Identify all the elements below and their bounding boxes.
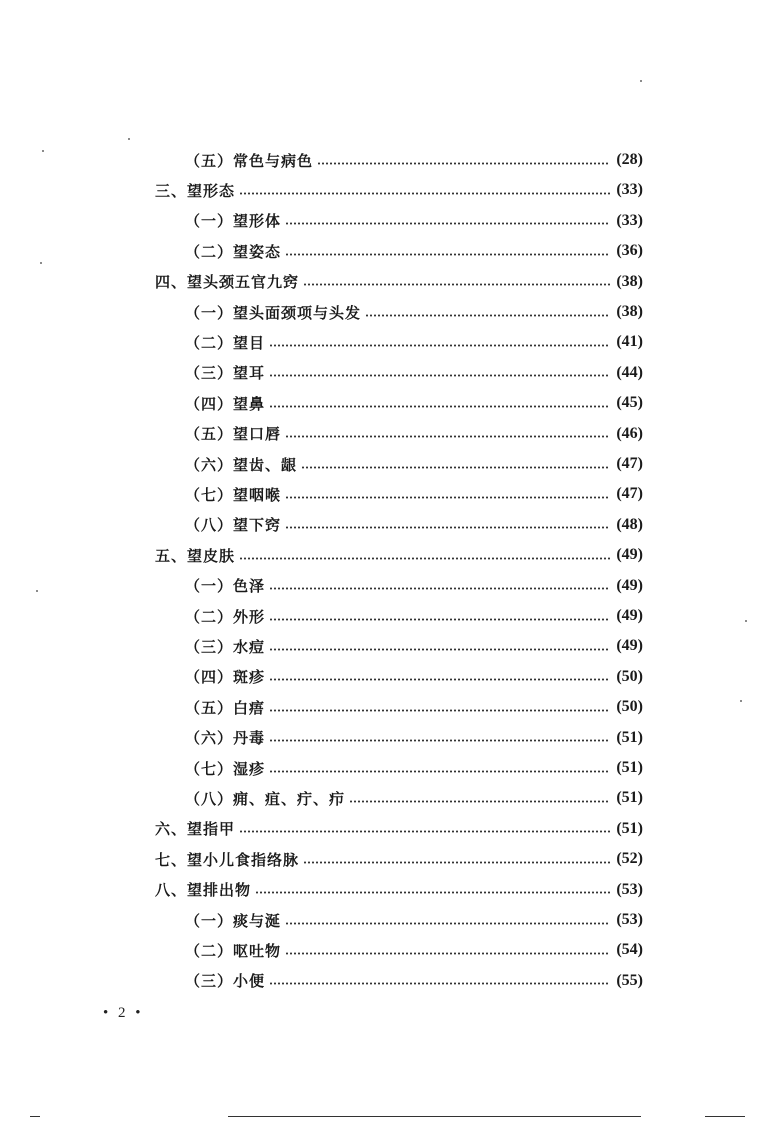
toc-entry-title: 三、望形态 bbox=[155, 181, 236, 200]
dot-leader bbox=[269, 770, 610, 773]
scan-speck bbox=[42, 150, 44, 152]
dot-leader bbox=[269, 709, 610, 712]
dot-leader bbox=[269, 678, 610, 681]
toc-entry bbox=[185, 571, 643, 601]
scan-speck bbox=[40, 262, 42, 264]
toc-entry-page: (46) bbox=[616, 424, 643, 442]
dot-leader bbox=[239, 830, 610, 833]
toc-entry-page: (51) bbox=[616, 819, 643, 837]
scan-speck bbox=[740, 700, 742, 702]
toc-entry-title: 五、望皮肤 bbox=[155, 546, 236, 565]
toc-entry-page: (48) bbox=[616, 515, 643, 533]
toc-entry-page: (45) bbox=[616, 394, 643, 412]
toc-entry-page: (49) bbox=[616, 546, 643, 564]
toc-entry-title: （一）痰与涎 bbox=[185, 911, 282, 930]
bottom-rule-right bbox=[705, 1116, 745, 1117]
toc-entry-title: （三）水痘 bbox=[185, 637, 266, 656]
toc-entry bbox=[185, 662, 643, 692]
toc-entry bbox=[185, 236, 643, 266]
toc-entry-page: (49) bbox=[616, 637, 643, 655]
toc-entry-page: (49) bbox=[616, 576, 643, 594]
toc-entry bbox=[155, 267, 643, 297]
toc-entry bbox=[185, 783, 643, 813]
dot-leader bbox=[317, 162, 610, 165]
toc-entry-page: (47) bbox=[616, 455, 643, 472]
toc-entry-page: (36) bbox=[616, 242, 643, 260]
toc-entry bbox=[185, 601, 643, 631]
toc-entry bbox=[185, 297, 643, 327]
toc-entry-title: （五）白痦 bbox=[185, 698, 266, 717]
toc-entry-page: (49) bbox=[616, 607, 643, 624]
toc-entry-page: (33) bbox=[616, 211, 643, 229]
toc-entry bbox=[185, 358, 643, 388]
scan-speck bbox=[128, 138, 130, 140]
toc-entry-title: （一）望头面颈项与头发 bbox=[185, 303, 362, 322]
toc-entry bbox=[185, 692, 643, 722]
toc-entry bbox=[185, 905, 643, 935]
toc-entry-page: (52) bbox=[616, 850, 643, 868]
toc-entry-title: （八）痈、疽、疔、疖 bbox=[185, 789, 346, 808]
toc-entry bbox=[185, 327, 643, 357]
toc-entry-page: (55) bbox=[616, 971, 643, 989]
toc-entry bbox=[185, 966, 643, 996]
dot-leader bbox=[285, 526, 610, 529]
dot-leader bbox=[285, 922, 610, 925]
toc-entry-title: （五）常色与病色 bbox=[185, 151, 314, 170]
toc-entry-title: 七、望小儿食指络脉 bbox=[155, 850, 300, 869]
dot-leader bbox=[239, 557, 610, 560]
toc-entry bbox=[185, 753, 643, 783]
scan-speck bbox=[36, 590, 38, 592]
toc-entry-page: (53) bbox=[616, 911, 643, 928]
dot-leader bbox=[285, 952, 610, 955]
dot-leader bbox=[285, 253, 610, 256]
toc-entry-title: 四、望头颈五官九窍 bbox=[155, 273, 300, 292]
dot-leader bbox=[269, 587, 610, 590]
toc-entry bbox=[185, 479, 643, 509]
dot-leader bbox=[301, 466, 610, 469]
toc-entry bbox=[155, 175, 643, 205]
toc-entry-page: (33) bbox=[616, 181, 643, 199]
toc-entry bbox=[155, 540, 643, 570]
toc-entry-title: （三）小便 bbox=[185, 972, 266, 991]
toc-entry-title: （六）望齿、龈 bbox=[185, 455, 298, 474]
dot-leader bbox=[269, 344, 610, 347]
dot-leader bbox=[285, 435, 610, 438]
toc-entry bbox=[185, 388, 643, 418]
toc-entry-page: (51) bbox=[616, 789, 643, 807]
toc-entry-page: (50) bbox=[616, 698, 643, 716]
toc-entry-title: （二）外形 bbox=[185, 607, 266, 626]
toc-entry bbox=[155, 844, 643, 874]
dot-leader bbox=[269, 739, 610, 742]
toc-entry bbox=[185, 206, 643, 236]
toc-entry-page: (38) bbox=[616, 303, 643, 320]
toc-entry-title: （四）望鼻 bbox=[185, 394, 266, 413]
page-number: • 2 • bbox=[103, 1005, 144, 1021]
toc-entry-page: (44) bbox=[616, 363, 643, 381]
toc-entry-title: （三）望耳 bbox=[185, 364, 266, 383]
toc-entry-title: （八）望下窍 bbox=[185, 516, 282, 535]
dot-leader bbox=[269, 618, 610, 621]
dot-leader bbox=[349, 800, 610, 803]
dot-leader bbox=[303, 861, 610, 864]
toc-entry-title: （一）色泽 bbox=[185, 577, 266, 596]
toc-entry bbox=[155, 875, 643, 905]
dot-leader bbox=[285, 222, 610, 225]
toc-entry-title: （五）望口唇 bbox=[185, 425, 282, 444]
toc-entry-page: (50) bbox=[616, 667, 643, 685]
dot-leader bbox=[365, 314, 610, 317]
toc-entry-page: (51) bbox=[616, 728, 643, 746]
toc-entry-page: (47) bbox=[616, 485, 643, 503]
dot-leader bbox=[285, 496, 610, 499]
dot-leader bbox=[255, 891, 610, 894]
dot-leader bbox=[269, 405, 610, 408]
dot-leader bbox=[303, 283, 610, 286]
toc-entry-title: （六）丹毒 bbox=[185, 729, 266, 748]
toc-entry bbox=[185, 935, 643, 965]
toc-entry-title: （一）望形体 bbox=[185, 212, 282, 231]
toc-entry-page: (51) bbox=[616, 759, 643, 776]
toc-entry-title: 八、望排出物 bbox=[155, 881, 252, 900]
dot-leader bbox=[269, 982, 610, 985]
toc-entry-page: (54) bbox=[616, 941, 643, 959]
toc-entry bbox=[185, 419, 643, 449]
toc-entry-title: （二）望姿态 bbox=[185, 242, 282, 261]
bottom-rule bbox=[228, 1116, 641, 1117]
toc-entry-title: 六、望指甲 bbox=[155, 820, 236, 839]
toc-entry-title: （四）斑疹 bbox=[185, 668, 266, 687]
dot-leader bbox=[239, 192, 610, 195]
toc-entry-title: （二）望目 bbox=[185, 333, 266, 352]
toc-entry-page: (28) bbox=[616, 151, 643, 168]
toc-entry bbox=[185, 145, 643, 175]
toc-entry bbox=[155, 814, 643, 844]
toc-entry-title: （七）望咽喉 bbox=[185, 485, 282, 504]
dot-leader bbox=[269, 648, 610, 651]
scan-speck bbox=[745, 620, 747, 622]
toc-entry bbox=[185, 723, 643, 753]
toc-entry-page: (53) bbox=[616, 880, 643, 898]
dot-leader bbox=[269, 374, 610, 377]
toc-entry bbox=[185, 631, 643, 661]
toc-entry bbox=[185, 449, 643, 479]
toc-entry-page: (41) bbox=[616, 333, 643, 351]
toc-entry-title: （二）呕吐物 bbox=[185, 941, 282, 960]
toc-entry-title: （七）湿疹 bbox=[185, 759, 266, 778]
toc-entry-page: (38) bbox=[616, 272, 643, 290]
scan-speck bbox=[640, 80, 642, 82]
bottom-rule-left bbox=[30, 1116, 40, 1117]
toc-entry bbox=[185, 510, 643, 540]
